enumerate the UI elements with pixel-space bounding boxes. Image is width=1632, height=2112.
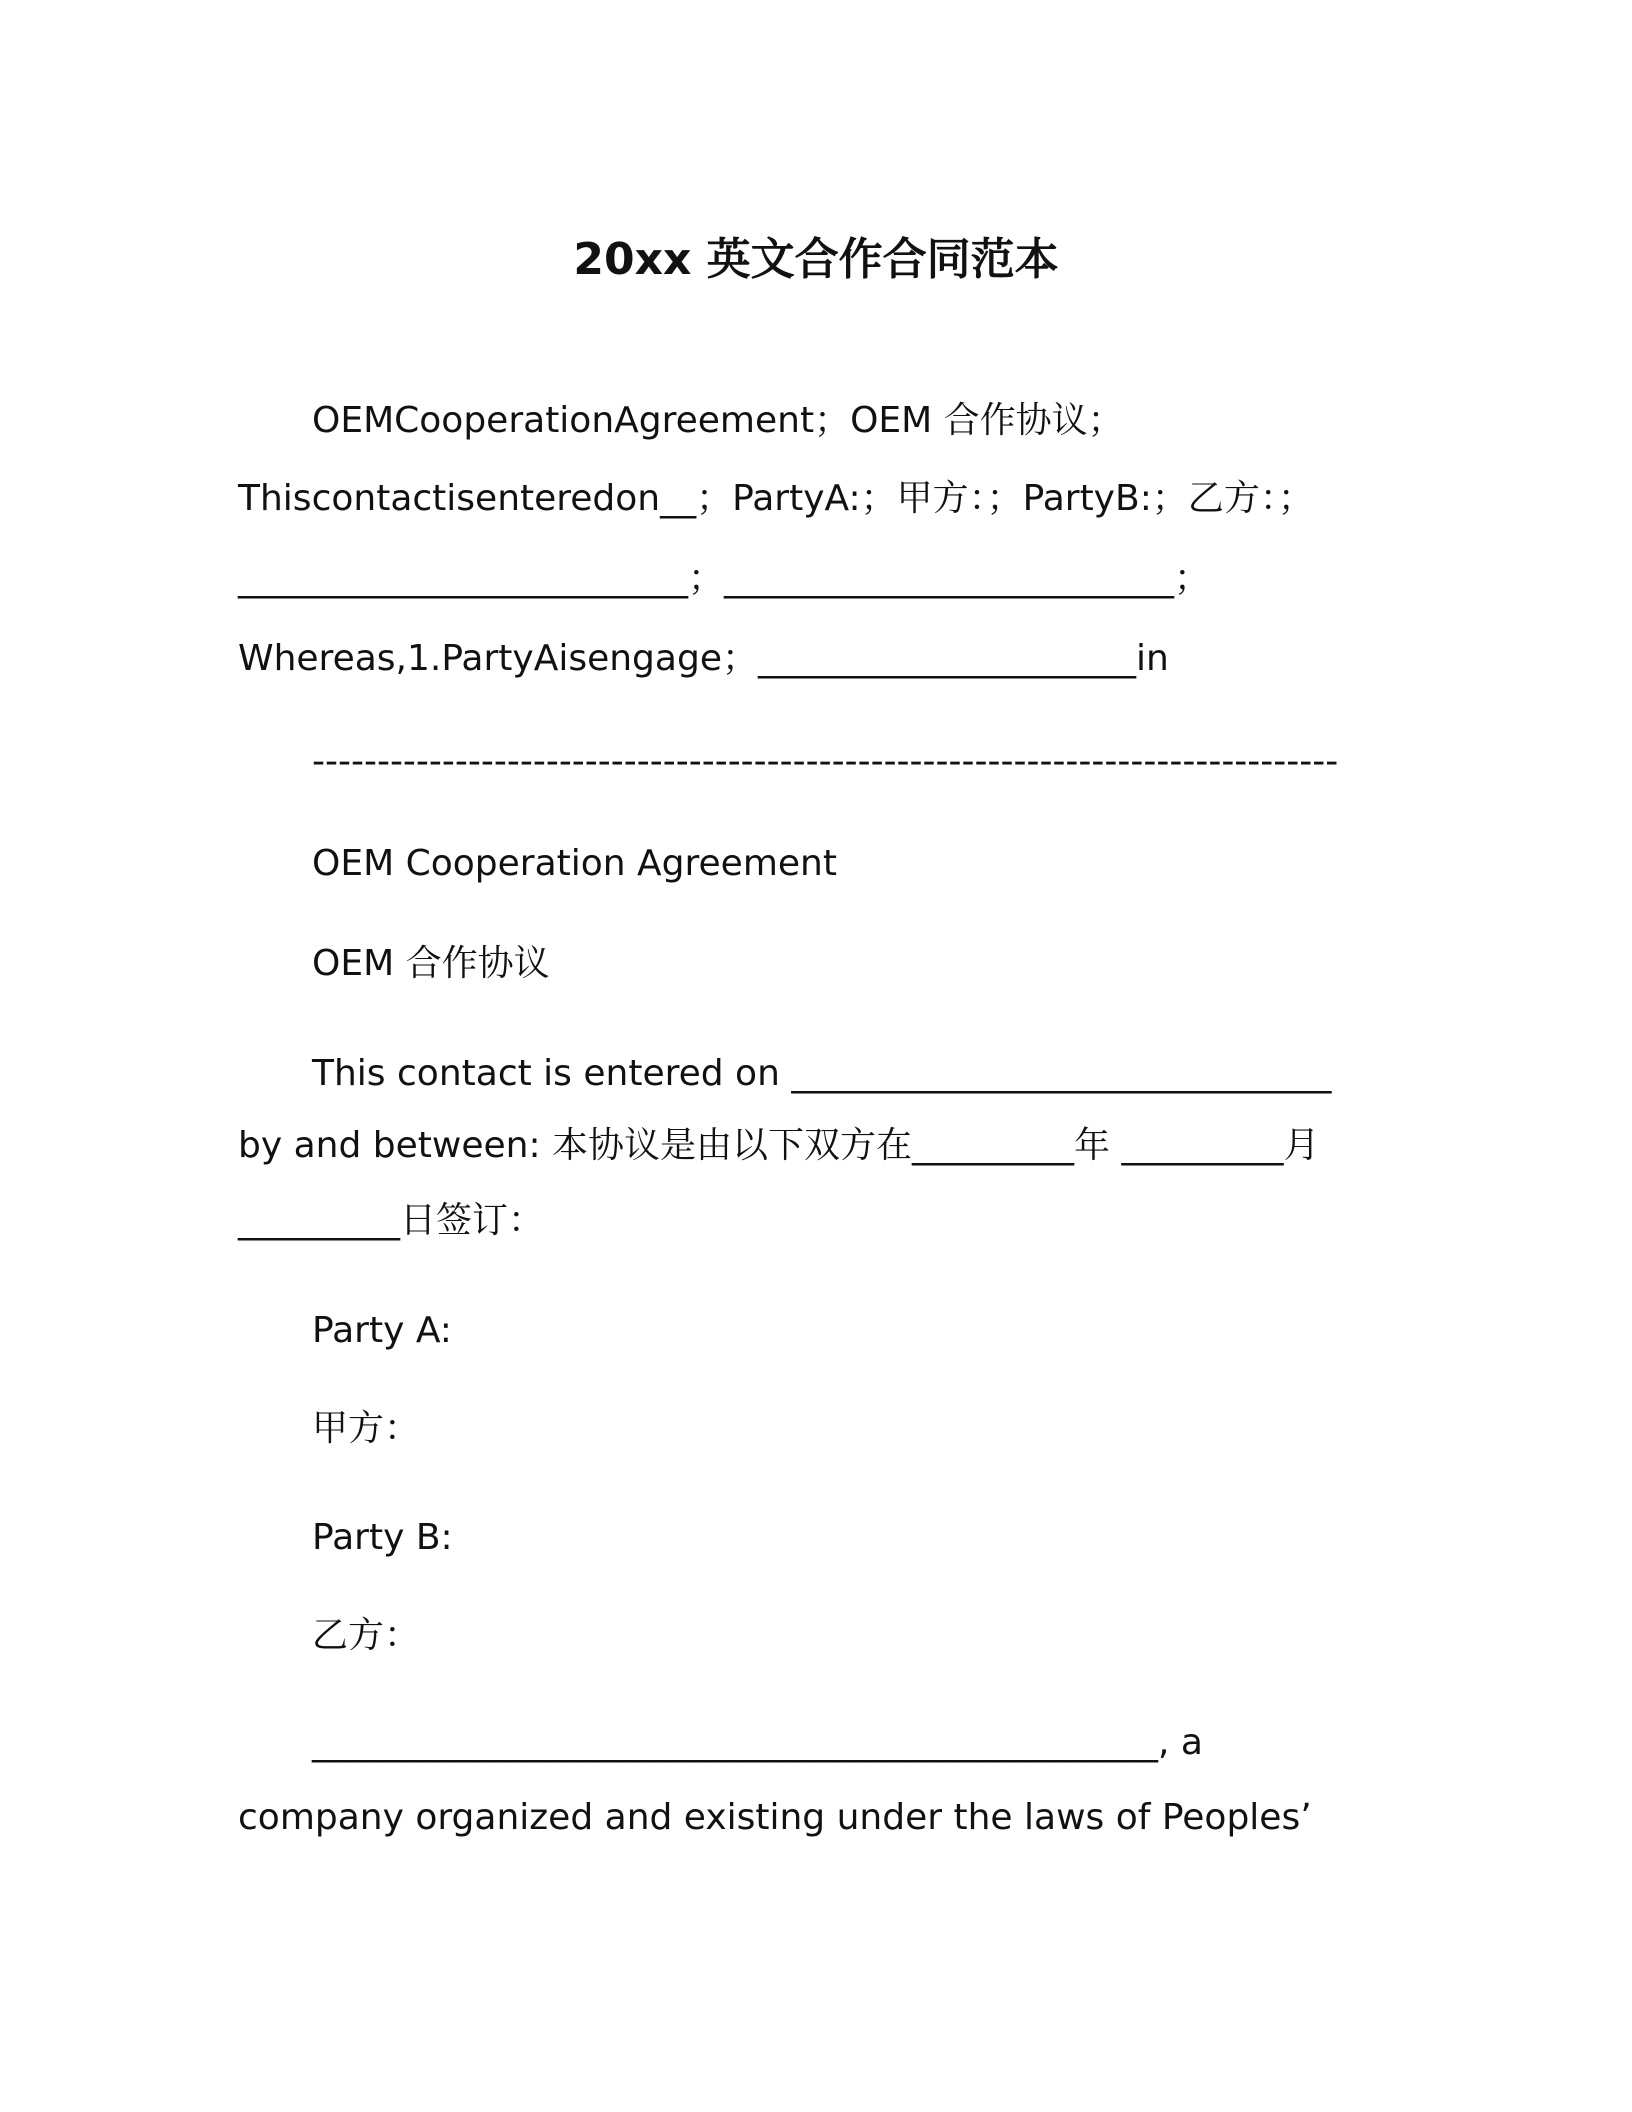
text-line-oem-cooperation-agreement: OEM Cooperation Agreement: [312, 843, 837, 884]
text-line-company-organized: company organized and existing under the laws of Peoples’: [238, 1797, 1312, 1838]
text-line-contact-parties-condensed: Thiscontactisenteredon__；PartyA:；甲方：；PartyB:；乙方：；: [238, 478, 1314, 519]
text-line-blank-fields: _________________________；_________________________；: [238, 558, 1210, 599]
text-line-oem-cooperation-condensed: OEMCooperationAgreement；OEM 合作协议；: [312, 400, 1124, 441]
text-line-party-b-chinese: 乙方：: [312, 1615, 421, 1656]
text-line-oem-agreement-chinese: OEM 合作协议: [312, 943, 550, 984]
text-line-party-b: Party B:: [312, 1517, 453, 1558]
text-line-whereas: Whereas,1.PartyAisengage；_____________________in: [238, 638, 1169, 679]
text-line-party-a-chinese: 甲方：: [312, 1408, 421, 1449]
text-line-company-blank: _______________________________________________, a: [312, 1722, 1203, 1763]
text-line-party-a: Party A:: [312, 1310, 452, 1351]
dashed-separator: -------------------------------------------------------------------------------: [312, 741, 1339, 782]
text-line-contact-entered: This contact is entered on ______________________________: [312, 1053, 1332, 1094]
text-line-signed-date: _________日签订：: [238, 1200, 545, 1241]
document-title: 20xx 英文合作合同范本: [573, 234, 1059, 285]
text-line-by-and-between: by and between: 本协议是由以下双方在_________年 _________月: [238, 1125, 1320, 1166]
